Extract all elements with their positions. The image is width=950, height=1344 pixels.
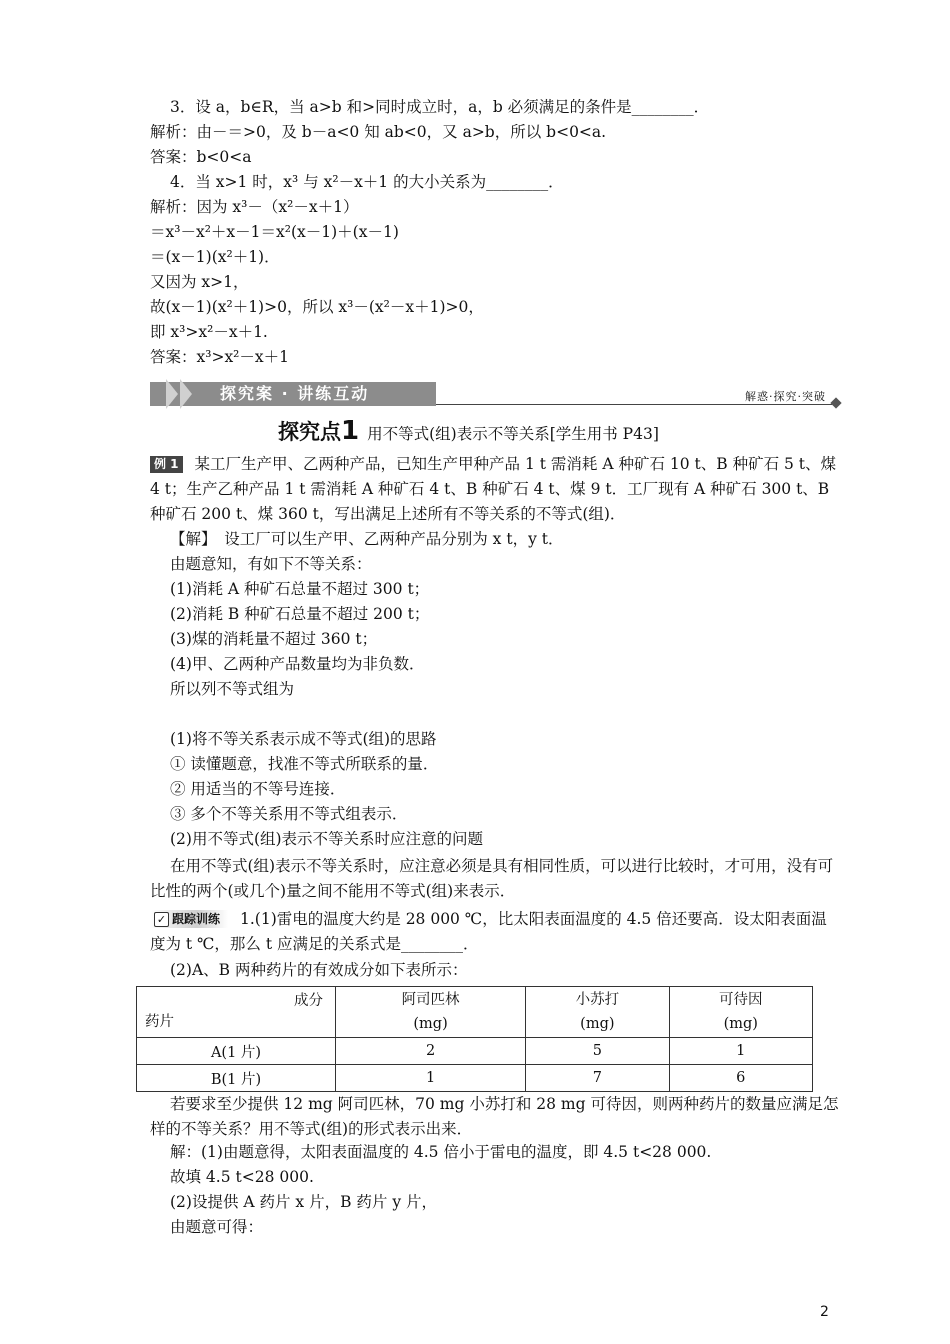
check-icon: ✓	[154, 912, 169, 927]
question-4-solution-4: 又因为 x>1，	[150, 273, 249, 291]
question-3-solution: 解析：由－＝>0，及 b－a<0 知 ab<0，又 a>b，所以 b<0<a.	[150, 123, 607, 141]
solution-line: (1)消耗 A 种矿石总量不超过 300 t；	[170, 580, 430, 598]
track-question-text: 1.(1)雷电的温度大约是 28 000 ℃，比太阳表面温度的 4.5 倍还要高．设太阳表面温度为 t ℃，那么 t 应满足的关系式是________．	[150, 910, 827, 953]
question-3: 3．设 a，b∈R，当 a>b 和>同时成立时，a，b 必须满足的条件是________．	[170, 98, 710, 116]
table-header-cell: 小苏打 (mg)	[526, 987, 669, 1038]
ingredients-table	[136, 986, 813, 1092]
method-line: ② 用适当的不等号连接．	[170, 780, 346, 798]
chevron-icon	[166, 379, 178, 409]
corner-top-label: 成分	[294, 993, 323, 1009]
example-1	[150, 452, 840, 527]
table-corner	[137, 987, 336, 1038]
track-solution-2: 故填 4.5 t<28 000.	[170, 1168, 314, 1186]
solution-line: (2)消耗 B 种矿石总量不超过 200 t；	[170, 605, 430, 623]
solution-line: (3)煤的消耗量不超过 360 t；	[170, 630, 378, 648]
solution-line: (4)甲、乙两种产品数量均为非负数．	[170, 655, 425, 673]
solution-line: 所以列不等式组为	[170, 680, 295, 698]
banner-subtitle: 解惑·探究·突破	[745, 390, 826, 403]
table-cell: 1	[669, 1038, 812, 1065]
requirement-text: 若要求至少提供 12 mg 阿司匹林，70 mg 小苏打和 28 mg 可待因，则两种药片的数量应满足怎样的不等关系？用不等式(组)的形式表示出来．	[150, 1095, 839, 1138]
question-3-answer: 答案：b<0<a	[150, 148, 252, 166]
example-text: 某工厂生产甲、乙两种产品，已知生产甲种产品 1 t 需消耗 A 种矿石 10 t、B 种矿石 5 t、煤 4 t；生产乙种产品 1 t 需消耗 A 种矿石 4 t、B 种矿石 4 t、煤 9 t．工厂现有 A 种矿石 300 t、B 种矿石 200 t、煤 360 t，写出满足上述所有不等关系的不等式(组)．	[150, 455, 837, 523]
track-question-2: (2)A、B 两种药片的有效成分如下表所示：	[170, 961, 468, 979]
table-cell: 7	[526, 1065, 669, 1092]
question-4-solution-1: 解析：因为 x³－（x²－x＋1）	[150, 198, 359, 216]
table-cell: 6	[669, 1065, 812, 1092]
banner-rule	[436, 404, 832, 405]
track-solution-4: 由题意可得：	[170, 1218, 264, 1236]
table-cell: 1	[336, 1065, 526, 1092]
table-row	[137, 1038, 813, 1065]
table-row	[137, 1065, 813, 1092]
table-header-cell: 可待因 (mg)	[669, 987, 812, 1038]
track-question-1	[150, 907, 840, 957]
track-solution-3: (2)设提供 A 药片 x 片，B 药片 y 片，	[170, 1193, 438, 1211]
track-tag: ✓ 跟踪训练	[150, 910, 228, 928]
method-line: (2)用不等式(组)表示不等关系时应注意的问题	[170, 830, 484, 848]
corner-bottom-label: 药片	[145, 1014, 174, 1030]
section-number: 1	[341, 416, 360, 446]
method-line: (1)将不等关系表示成不等式(组)的思路	[170, 730, 437, 748]
table-cell: 2	[336, 1038, 526, 1065]
question-4-solution-3: ＝(x－1)(x²＋1)．	[150, 248, 280, 266]
example-tag: 例 1	[150, 456, 183, 473]
section-title: 用不等式(组)表示不等关系[学生用书 P43]	[367, 425, 659, 443]
table-row-label: A(1 片)	[137, 1038, 336, 1065]
section-heading	[278, 416, 659, 446]
section-label: 探究点1	[278, 416, 360, 446]
solution-heading: 【解】 设工厂可以生产甲、乙两种产品分别为 x t，y t．	[170, 530, 564, 548]
question-4-answer: 答案：x³>x²－x＋1	[150, 348, 290, 366]
section-banner	[150, 379, 840, 409]
solution-line: 由题意知，有如下不等关系：	[170, 555, 372, 573]
table-header-cell: 阿司匹林 (mg)	[336, 987, 526, 1038]
page-number: 2	[820, 1304, 829, 1320]
question-4-solution-5: 故(x－1)(x²＋1)>0，所以 x³－(x²－x＋1)>0，	[150, 298, 484, 316]
method-line: ① 读懂题意，找准不等式所联系的量．	[170, 755, 439, 773]
table-row-label: B(1 片)	[137, 1065, 336, 1092]
chevron-icon	[180, 379, 192, 409]
diamond-icon	[830, 397, 841, 408]
question-4-solution-2: ＝x³－x²＋x－1＝x²(x－1)＋(x－1)	[150, 223, 399, 241]
banner-title: 探究案 · 讲练互动	[220, 384, 370, 403]
table-cell: 5	[526, 1038, 669, 1065]
method-note: 在用不等式(组)表示不等关系时，应注意必须是具有相同性质，可以进行比较时，才可用，没有可比性的两个(或几个)量之间不能用不等式(组)来表示．	[150, 857, 834, 900]
table-header-row	[137, 987, 813, 1038]
question-4-solution-6: 即 x³>x²－x＋1.	[150, 323, 268, 341]
question-4: 4．当 x>1 时，x³ 与 x²－x＋1 的大小关系为________．	[170, 173, 564, 191]
track-solution-1: 解：(1)由题意得，太阳表面温度的 4.5 倍小于雷电的温度，即 4.5 t<28 000.	[170, 1143, 712, 1161]
method-line: ③ 多个不等关系用不等式组表示．	[170, 805, 408, 823]
